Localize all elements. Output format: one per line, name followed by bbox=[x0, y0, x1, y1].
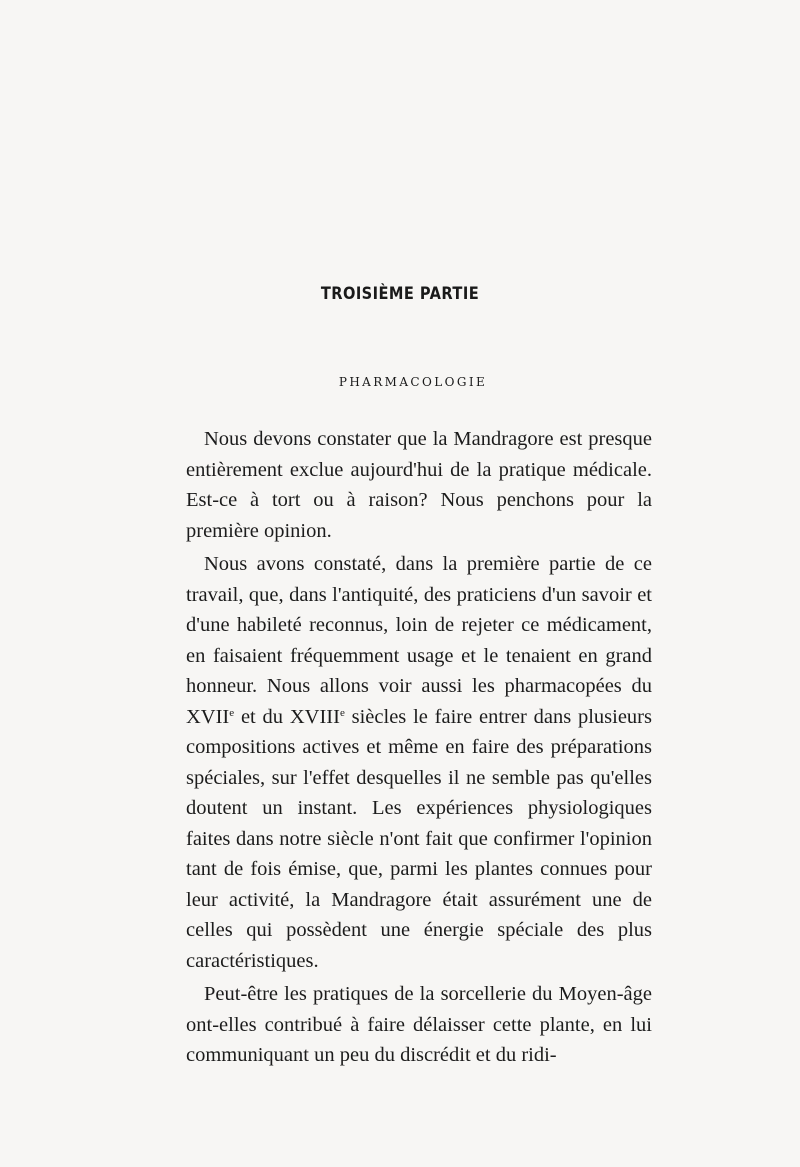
part-title: TROISIÈME PARTIE bbox=[320, 284, 480, 304]
paragraph-1: Nous devons constater que la Mandragore est presque entièrement exclue aujourd'hui de la pratique médicale. Est-ce à tort ou à raison? Nous penchons pour la première opinion. bbox=[186, 428, 652, 542]
paragraph-2 bbox=[186, 549, 652, 976]
paragraph-2-part-3: siècles le faire entrer dans plusieurs compositions actives et même en faire des préparations spéciales, sur l'effet desquelles il ne semble pas qu'elles doutent un instant. Les expériences physiologiques faites dans notre siècle n'ont fait que confirmer l'opinion tant de fois émise, que, parmi les plantes connues pour leur activité, la Mandragore était assurément une de celles qui possèdent une énergie spéciale des plus caractéristiques. bbox=[186, 705, 652, 972]
paragraph-3: Peut-être les pratiques de la sorcellerie du Moyen-âge ont-elles contribué à faire délaisser cette plante, en lui communiquant un peu du discrédit et du ridi- bbox=[186, 983, 652, 1066]
paragraph-2-part-2: et du XVIII bbox=[234, 705, 340, 728]
body-text bbox=[186, 424, 652, 1071]
section-title: PHARMACOLOGIE bbox=[338, 375, 488, 389]
superscript-e-2: e bbox=[339, 706, 345, 719]
paragraph-2-part-1: Nous avons constaté, dans la première partie de ce travail, que, dans l'antiquité, des praticiens d'un savoir et d'une habileté reconnus, loin de rejeter ce médicament, en faisaient fréquemment usage et le tenaient en grand honneur. Nous allons voir aussi les pharmacopées du XVII bbox=[186, 553, 652, 728]
superscript-e-1: e bbox=[229, 706, 235, 719]
